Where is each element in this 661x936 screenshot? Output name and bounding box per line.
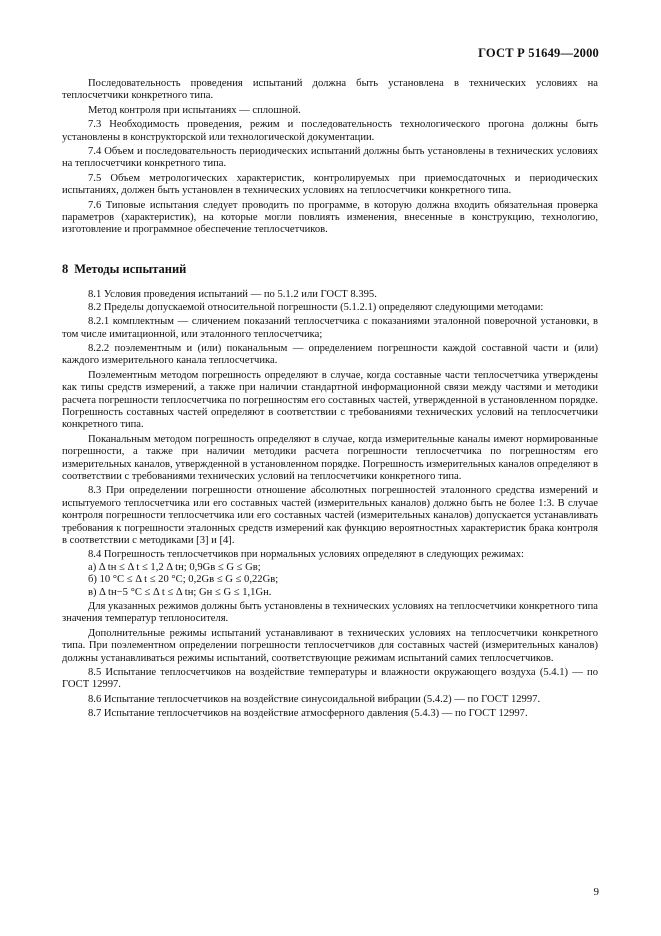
paragraph-temperatures: Для указанных режимов должны быть установлены в технических условиях на теплосчетчики конкретного типа значения температур теплоносителя. xyxy=(62,601,598,625)
document-header: ГОСТ Р 51649—2000 xyxy=(478,46,599,60)
mode-a: а) Δ tн ≤ Δ t ≤ 1,2 Δ tн; 0,9Gв ≤ G ≤ Gв; xyxy=(88,561,261,573)
paragraph-8-5: 8.5 Испытание теплосчетчиков на воздействие температуры и влажности окружающего воздуха (5.4.1) — по ГОСТ 12997. xyxy=(62,667,598,691)
paragraph-7-4: 7.4 Объем и последовательность периодических испытаний должны быть установлены в технических условиях на теплосчетчики конкретного типа. xyxy=(62,146,598,170)
paragraph-8-6: 8.6 Испытание теплосчетчиков на воздействие синусоидальной вибрации (5.4.2) — по ГОСТ 12997. xyxy=(88,693,541,705)
paragraph-8-3: 8.3 При определении погрешности отношение абсолютных погрешностей эталонного средства измерений и испытуемого теплосчетчика или его составных частей (измерительных каналов) должно быть не более 1:3. В случае контроля погрешности теплосчетчика или его составных частей (измерительных каналов) допускается устанавливать требования к погрешности эталонных средств измерений как функцию вероятностных характеристик брака контроля в соответствии с методиками [3] и [4]. xyxy=(62,485,598,546)
paragraph-8-7: 8.7 Испытание теплосчетчиков на воздействие атмосферного давления (5.4.3) — по ГОСТ 12997. xyxy=(88,708,528,720)
paragraph-additional-modes: Дополнительные режимы испытаний устанавливают в технических условиях на теплосчетчики конкретного типа. При поэлементном определении погрешности теплосчетчиков для составных частей (измерительных каналов) должны устанавливаться режимы испытаний, соответствующие режимам испытаний самих теплосчетчиков. xyxy=(62,627,598,664)
paragraph-8-4: 8.4 Погрешность теплосчетчиков при нормальных условиях определяют в следующих режимах: xyxy=(88,549,524,561)
mode-b: б) 10 °С ≤ Δ t ≤ 20 °С; 0,2Gв ≤ G ≤ 0,22Gв; xyxy=(88,574,279,586)
paragraph-elementwise: Поэлементным методом погрешность определяют в случае, когда составные части теплосчетчика утверждены как типы средств измерений, а также при наличии стандартной информационной связи между частями и методики расчета погрешности теплосчетчика по погрешностям его составных частей, утвержденной в установленном порядке. Погрешность составных частей определяют в соответствии с требованиями технических условий на теплосчетчики конкретного типа. xyxy=(62,369,598,431)
section-title: Методы испытаний xyxy=(74,261,187,276)
paragraph-8-2-1: 8.2.1 комплектным — сличением показаний теплосчетчика с показаниями эталонной поверочной установки, в том числе имитационной, или эталонного теплосчетчика; xyxy=(62,316,598,340)
page-number: 9 xyxy=(593,886,599,898)
paragraph-8-2: 8.2 Пределы допускаемой относительной погрешности (5.1.2.1) определяют следующими методами: xyxy=(88,301,544,313)
paragraph-7-3: 7.3 Необходимость проведения, режим и последовательность технологического прогона должны быть установлены в конструкторской или технологической документации. xyxy=(62,119,598,143)
paragraph-control-method: Метод контроля при испытаниях — сплошной. xyxy=(88,104,301,116)
paragraph-sequence: Последовательность проведения испытаний должна быть установлена в технических условиях на теплосчетчики конкретного типа. xyxy=(62,78,598,102)
section-heading xyxy=(62,263,598,275)
paragraph-7-6: 7.6 Типовые испытания следует проводить по программе, в которую должна входить обязательная проверка параметров (характеристик), на которые могли повлиять изменения, внесенные в конструкцию, технологию, изготовление и программное обеспечение теплосчетчиков. xyxy=(62,199,598,236)
paragraph-8-2-2: 8.2.2 поэлементным и (или) поканальным — определением погрешности каждой составной части и (или) каждого измерительного канала теплосчетчика. xyxy=(62,342,598,367)
paragraph-channelwise: Поканальным методом погрешность определяют в случае, когда измерительные каналы имеют нормированные погрешности, а также при наличии методики расчета погрешности теплосчетчика по погрешностям его измерительных каналов, утвержденной в установленном порядке. Погрешность измерительных каналов определяют в соответствии с требованиями технических условий на теплосчетчики конкретного типа. xyxy=(62,433,598,482)
document-body xyxy=(62,78,598,721)
section-number: 8 xyxy=(62,261,69,276)
paragraph-8-1: 8.1 Условия проведения испытаний — по 5.1.2 или ГОСТ 8.395. xyxy=(88,289,377,301)
paragraph-7-5: 7.5 Объем метрологических характеристик, контролируемых при приемосдаточных и периодических испытаниях, должен быть установлен в технических условиях на теплосчетчики конкретного типа. xyxy=(62,172,598,197)
mode-c: в) Δ tн−5 °С ≤ Δ t ≤ Δ tн; Gн ≤ G ≤ 1,1Gн. xyxy=(88,586,272,598)
